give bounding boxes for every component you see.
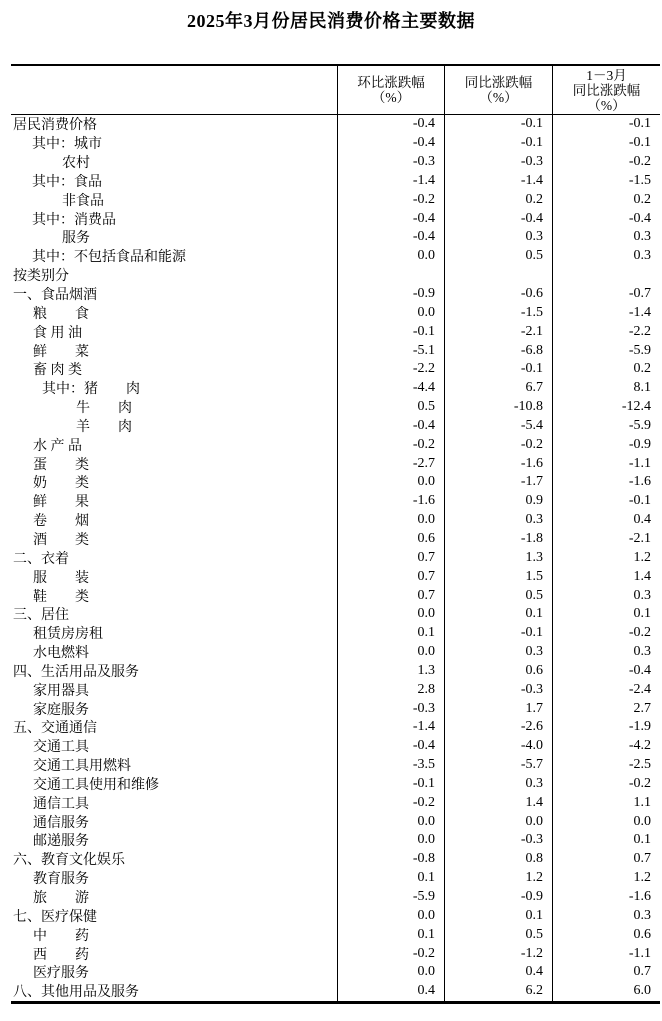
row-label: 旅 游 xyxy=(33,891,89,907)
table-header-row xyxy=(11,66,660,115)
row-value-ytd: 0.7 xyxy=(552,850,660,869)
row-value-mom: 2.8 xyxy=(337,680,444,699)
row-value-ytd: 6.0 xyxy=(552,982,660,1001)
row-value-yoy: -5.4 xyxy=(444,417,552,436)
row-value-ytd: -0.9 xyxy=(552,435,660,454)
header-col-mom-line2: （%） xyxy=(371,90,411,105)
header-col-yoy-line2: （%） xyxy=(479,90,518,105)
row-value-yoy: -0.6 xyxy=(444,285,552,304)
table-row xyxy=(11,134,660,153)
page-title: 2025年3月份居民消费价格主要数据 xyxy=(187,11,475,31)
row-label: 租赁房房租 xyxy=(33,627,103,643)
row-value-yoy: 1.3 xyxy=(444,548,552,567)
row-label: 六、教育文化娱乐 xyxy=(13,853,125,869)
row-value-ytd: -0.7 xyxy=(552,285,660,304)
row-value-yoy: -6.8 xyxy=(444,341,552,360)
row-value-ytd: -0.2 xyxy=(552,153,660,172)
row-label: 鞋 类 xyxy=(33,589,89,605)
row-value-ytd: -2.4 xyxy=(552,680,660,699)
row-value-ytd: 2.7 xyxy=(552,699,660,718)
row-value-ytd: 0.6 xyxy=(552,925,660,944)
row-value-mom: 0.1 xyxy=(337,869,444,888)
row-value-yoy: -5.7 xyxy=(444,756,552,775)
table-row xyxy=(11,454,660,473)
table-row xyxy=(11,115,660,134)
table-row xyxy=(11,228,660,247)
row-value-mom: -0.9 xyxy=(337,285,444,304)
row-value-ytd: -1.4 xyxy=(552,303,660,322)
row-value-mom: 0.0 xyxy=(337,831,444,850)
table-row xyxy=(11,906,660,925)
row-label: 服 装 xyxy=(33,570,89,586)
row-value-ytd: 0.3 xyxy=(552,247,660,266)
row-value-ytd: 1.2 xyxy=(552,548,660,567)
row-value-yoy: -0.1 xyxy=(444,624,552,643)
row-value-mom: 0.0 xyxy=(337,963,444,982)
row-value-yoy: -1.7 xyxy=(444,473,552,492)
row-value-ytd xyxy=(552,266,660,285)
table-row xyxy=(11,963,660,982)
row-value-yoy: -0.9 xyxy=(444,888,552,907)
row-value-ytd: -5.9 xyxy=(552,417,660,436)
row-label: 通信服务 xyxy=(33,815,89,831)
row-value-ytd: 1.2 xyxy=(552,869,660,888)
row-value-yoy: 0.3 xyxy=(444,775,552,794)
row-value-ytd: 8.1 xyxy=(552,379,660,398)
row-label: 西 药 xyxy=(33,947,89,963)
row-label: 家用器具 xyxy=(33,683,89,699)
row-value-ytd: -2.5 xyxy=(552,756,660,775)
row-label: 五、交通通信 xyxy=(13,721,97,737)
table-row xyxy=(11,624,660,643)
row-label: 鲜 果 xyxy=(33,495,89,511)
row-value-yoy: -0.2 xyxy=(444,435,552,454)
row-value-mom: -0.4 xyxy=(337,228,444,247)
table-row xyxy=(11,266,660,285)
row-value-yoy: -0.3 xyxy=(444,831,552,850)
row-label: 四、生活用品及服务 xyxy=(13,664,139,680)
row-value-yoy: 0.0 xyxy=(444,812,552,831)
header-col-ytd-line3: （%） xyxy=(587,97,626,113)
row-value-mom: -2.7 xyxy=(337,454,444,473)
header-col-ytd-line2: 同比涨跌幅 xyxy=(572,82,641,98)
row-value-mom: 0.0 xyxy=(337,247,444,266)
row-value-mom: 0.1 xyxy=(337,925,444,944)
table-body xyxy=(11,115,660,1001)
row-value-mom: -5.9 xyxy=(337,888,444,907)
row-value-yoy: 0.5 xyxy=(444,247,552,266)
table-row xyxy=(11,567,660,586)
row-value-ytd: -1.5 xyxy=(552,172,660,191)
row-label: 其中：不包括食品和能源 xyxy=(32,250,186,266)
row-value-yoy: 1.5 xyxy=(444,567,552,586)
row-label: 其中：食品 xyxy=(32,174,102,190)
row-label: 交通工具 xyxy=(33,740,89,756)
row-label: 其中：消费品 xyxy=(32,212,116,228)
table-row xyxy=(11,322,660,341)
row-value-ytd: -0.4 xyxy=(552,661,660,680)
row-label: 畜 肉 类 xyxy=(33,363,82,379)
row-value-mom: -0.4 xyxy=(337,737,444,756)
row-value-yoy: 6.7 xyxy=(444,379,552,398)
row-value-yoy: 0.5 xyxy=(444,925,552,944)
cpi-table xyxy=(11,64,660,1004)
row-label: 三、居住 xyxy=(13,608,69,624)
row-value-ytd: 0.4 xyxy=(552,511,660,530)
row-label: 其中：猪 肉 xyxy=(42,382,140,398)
table-row xyxy=(11,548,660,567)
row-label: 其中：城市 xyxy=(32,137,102,153)
row-label: 家庭服务 xyxy=(33,702,89,718)
row-value-mom: -0.4 xyxy=(337,134,444,153)
row-value-mom: 0.0 xyxy=(337,643,444,662)
row-value-yoy: -10.8 xyxy=(444,398,552,417)
row-value-mom: -1.4 xyxy=(337,172,444,191)
row-value-yoy: -1.2 xyxy=(444,944,552,963)
row-value-ytd: -12.4 xyxy=(552,398,660,417)
row-label: 牛 肉 xyxy=(76,401,132,417)
row-value-yoy: -1.6 xyxy=(444,454,552,473)
table-row xyxy=(11,775,660,794)
table-row xyxy=(11,586,660,605)
header-label-spacer xyxy=(11,66,337,114)
table-row xyxy=(11,285,660,304)
row-value-yoy xyxy=(444,266,552,285)
row-value-yoy: 1.4 xyxy=(444,793,552,812)
table-row xyxy=(11,812,660,831)
row-value-mom: -1.6 xyxy=(337,492,444,511)
table-row xyxy=(11,699,660,718)
table-row xyxy=(11,398,660,417)
row-value-yoy: 0.9 xyxy=(444,492,552,511)
row-value-mom: 0.7 xyxy=(337,586,444,605)
row-value-mom: 0.0 xyxy=(337,303,444,322)
row-value-mom: -0.4 xyxy=(337,209,444,228)
row-value-ytd: -5.9 xyxy=(552,341,660,360)
row-value-mom: 0.1 xyxy=(337,624,444,643)
row-value-mom: -0.2 xyxy=(337,190,444,209)
table-row xyxy=(11,190,660,209)
row-value-ytd: -4.2 xyxy=(552,737,660,756)
row-value-ytd: 1.4 xyxy=(552,567,660,586)
row-value-yoy: -0.4 xyxy=(444,209,552,228)
row-value-yoy: 0.4 xyxy=(444,963,552,982)
row-value-mom: 0.5 xyxy=(337,398,444,417)
table-row xyxy=(11,718,660,737)
row-value-yoy: -1.8 xyxy=(444,530,552,549)
row-label: 羊 肉 xyxy=(76,419,132,435)
table-row xyxy=(11,153,660,172)
header-col-ytd xyxy=(552,66,660,114)
row-value-mom: 0.0 xyxy=(337,906,444,925)
row-value-mom: -0.1 xyxy=(337,322,444,341)
row-value-mom: -0.8 xyxy=(337,850,444,869)
row-value-ytd: -0.1 xyxy=(552,134,660,153)
row-value-yoy: -1.4 xyxy=(444,172,552,191)
row-label: 交通工具使用和维修 xyxy=(33,777,159,793)
row-value-ytd: -0.2 xyxy=(552,775,660,794)
table-row xyxy=(11,473,660,492)
row-value-yoy: -0.1 xyxy=(444,360,552,379)
table-row xyxy=(11,605,660,624)
row-label: 水 产 品 xyxy=(33,438,82,454)
row-value-yoy: -0.3 xyxy=(444,153,552,172)
table-row xyxy=(11,341,660,360)
row-value-yoy: -0.1 xyxy=(444,115,552,134)
table-row xyxy=(11,888,660,907)
row-label: 医疗服务 xyxy=(33,966,89,982)
row-label: 奶 类 xyxy=(33,476,89,492)
table-row xyxy=(11,417,660,436)
row-value-mom: -0.3 xyxy=(337,153,444,172)
row-value-ytd: -0.1 xyxy=(552,115,660,134)
row-value-mom: -0.2 xyxy=(337,435,444,454)
row-value-ytd: -1.1 xyxy=(552,944,660,963)
row-value-ytd: 0.1 xyxy=(552,831,660,850)
row-value-yoy: 0.3 xyxy=(444,511,552,530)
row-label: 教育服务 xyxy=(33,872,89,888)
row-label: 居民消费价格 xyxy=(13,118,97,134)
header-col-ytd-line1: 1－3月 xyxy=(586,67,627,83)
row-value-ytd: 0.0 xyxy=(552,812,660,831)
row-value-ytd: -1.1 xyxy=(552,454,660,473)
table-row xyxy=(11,982,660,1001)
row-value-ytd: -1.9 xyxy=(552,718,660,737)
row-value-yoy: 1.2 xyxy=(444,869,552,888)
table-row xyxy=(11,756,660,775)
row-value-mom: 0.0 xyxy=(337,812,444,831)
row-value-mom: 0.7 xyxy=(337,567,444,586)
row-value-ytd: 0.1 xyxy=(552,605,660,624)
row-label: 蛋 类 xyxy=(33,457,89,473)
table-row xyxy=(11,737,660,756)
row-value-mom: -0.1 xyxy=(337,775,444,794)
row-label: 粮 食 xyxy=(33,306,89,322)
row-value-mom: 0.4 xyxy=(337,982,444,1001)
table-row xyxy=(11,661,660,680)
row-label: 酒 类 xyxy=(33,532,89,548)
row-value-ytd: -0.2 xyxy=(552,624,660,643)
row-label: 鲜 菜 xyxy=(33,344,89,360)
row-label: 二、衣着 xyxy=(13,551,69,567)
row-label: 水电燃料 xyxy=(33,646,89,662)
row-label: 一、食品烟酒 xyxy=(13,288,97,304)
row-value-yoy: 6.2 xyxy=(444,982,552,1001)
row-value-ytd: -0.4 xyxy=(552,209,660,228)
row-label: 八、其他用品及服务 xyxy=(13,985,139,1001)
row-label: 邮递服务 xyxy=(33,834,89,850)
row-value-ytd: -2.1 xyxy=(552,530,660,549)
table-row xyxy=(11,925,660,944)
table-row xyxy=(11,360,660,379)
row-label: 中 药 xyxy=(33,928,89,944)
row-value-ytd: 0.3 xyxy=(552,643,660,662)
row-value-mom: 0.0 xyxy=(337,511,444,530)
header-col-mom xyxy=(337,66,444,114)
row-value-ytd: 1.1 xyxy=(552,793,660,812)
table-row xyxy=(11,492,660,511)
table-row xyxy=(11,680,660,699)
row-value-mom: 1.3 xyxy=(337,661,444,680)
header-col-yoy xyxy=(444,66,552,114)
row-label: 按类别分 xyxy=(13,269,69,285)
row-value-mom: -0.2 xyxy=(337,944,444,963)
row-value-mom: -0.2 xyxy=(337,793,444,812)
row-value-mom xyxy=(337,266,444,285)
row-label: 七、医疗保健 xyxy=(13,909,97,925)
row-value-yoy: -0.1 xyxy=(444,134,552,153)
table-row xyxy=(11,247,660,266)
row-value-yoy: 0.2 xyxy=(444,190,552,209)
table-row xyxy=(11,303,660,322)
row-value-mom: 0.7 xyxy=(337,548,444,567)
table-row xyxy=(11,869,660,888)
table-row xyxy=(11,172,660,191)
row-value-yoy: 0.8 xyxy=(444,850,552,869)
table-row xyxy=(11,944,660,963)
row-value-mom: -0.4 xyxy=(337,417,444,436)
table-row xyxy=(11,511,660,530)
row-value-yoy: -2.1 xyxy=(444,322,552,341)
row-label: 农村 xyxy=(62,156,90,172)
row-value-ytd: 0.3 xyxy=(552,586,660,605)
table-row xyxy=(11,793,660,812)
row-value-ytd: 0.3 xyxy=(552,228,660,247)
row-value-mom: -1.4 xyxy=(337,718,444,737)
row-value-ytd: 0.2 xyxy=(552,190,660,209)
row-label: 交通工具用燃料 xyxy=(33,759,131,775)
row-value-ytd: 0.3 xyxy=(552,906,660,925)
row-value-yoy: -4.0 xyxy=(444,737,552,756)
row-value-yoy: -0.3 xyxy=(444,680,552,699)
row-value-mom: -2.2 xyxy=(337,360,444,379)
row-value-ytd: -1.6 xyxy=(552,473,660,492)
row-label: 通信工具 xyxy=(33,796,89,812)
header-col-mom-line1: 环比涨跌幅 xyxy=(357,75,425,90)
row-label: 非食品 xyxy=(62,193,104,209)
table-row xyxy=(11,831,660,850)
row-value-ytd: 0.2 xyxy=(552,360,660,379)
row-value-mom: 0.6 xyxy=(337,530,444,549)
row-value-ytd: -1.6 xyxy=(552,888,660,907)
row-value-yoy: -1.5 xyxy=(444,303,552,322)
row-value-yoy: 0.3 xyxy=(444,228,552,247)
row-value-yoy: -2.6 xyxy=(444,718,552,737)
row-value-ytd: 0.7 xyxy=(552,963,660,982)
row-value-mom: -0.4 xyxy=(337,115,444,134)
row-label: 服务 xyxy=(62,231,90,247)
row-value-yoy: 0.5 xyxy=(444,586,552,605)
row-value-yoy: 0.1 xyxy=(444,906,552,925)
table-row xyxy=(11,209,660,228)
table-row xyxy=(11,530,660,549)
table-row xyxy=(11,379,660,398)
row-value-mom: -5.1 xyxy=(337,341,444,360)
row-value-mom: -0.3 xyxy=(337,699,444,718)
table-row xyxy=(11,643,660,662)
row-value-mom: 0.0 xyxy=(337,473,444,492)
row-label: 卷 烟 xyxy=(33,514,89,530)
row-value-ytd: -0.1 xyxy=(552,492,660,511)
table-row xyxy=(11,850,660,869)
row-value-yoy: 0.6 xyxy=(444,661,552,680)
row-value-yoy: 0.3 xyxy=(444,643,552,662)
table-row xyxy=(11,435,660,454)
header-col-yoy-line1: 同比涨跌幅 xyxy=(464,75,533,90)
row-value-yoy: 1.7 xyxy=(444,699,552,718)
row-value-mom: 0.0 xyxy=(337,605,444,624)
row-label: 食 用 油 xyxy=(33,325,82,341)
row-value-ytd: -2.2 xyxy=(552,322,660,341)
row-value-mom: -4.4 xyxy=(337,379,444,398)
row-value-mom: -3.5 xyxy=(337,756,444,775)
row-value-yoy: 0.1 xyxy=(444,605,552,624)
